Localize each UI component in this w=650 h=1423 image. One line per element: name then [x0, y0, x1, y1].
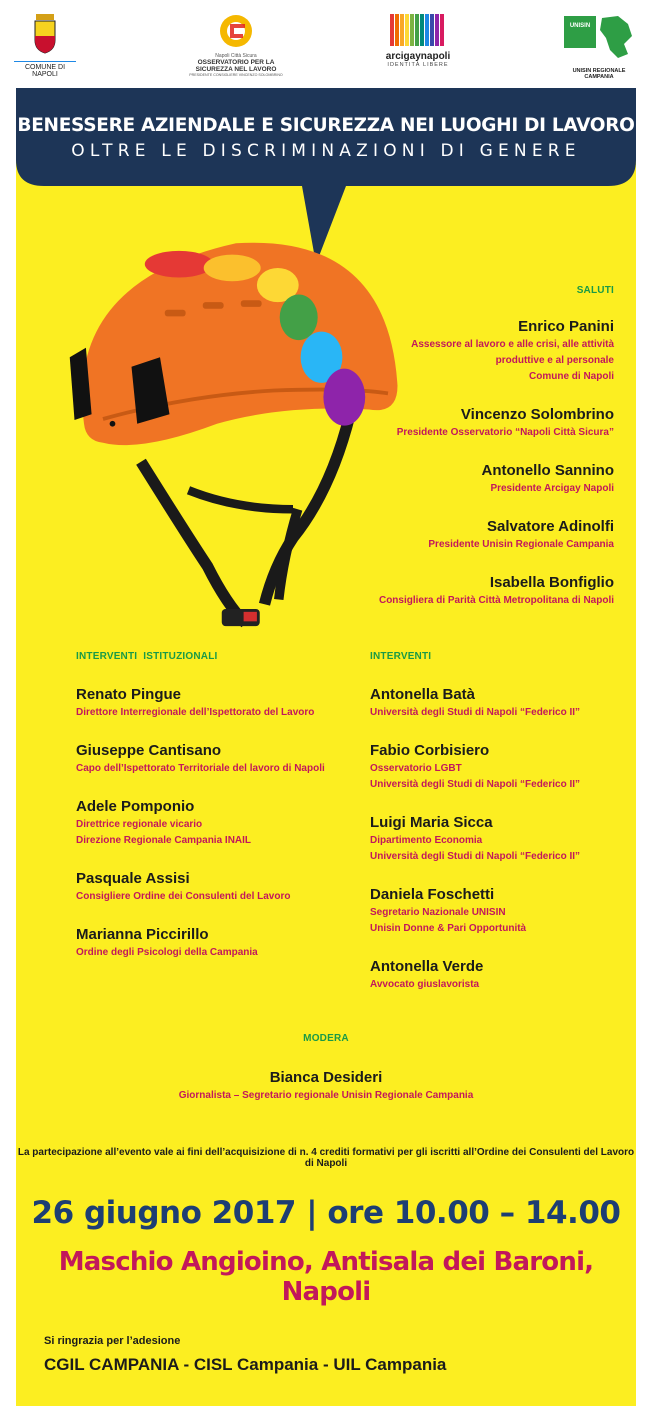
istituzionali-name-4: Pasquale Assisi	[76, 870, 190, 887]
istituzionali-name-1: Renato Pingue	[76, 686, 182, 703]
comune-caption: COMUNE DI NAPOLI	[14, 61, 76, 78]
arcigay-tagline: IDENTITÀ LIBERE	[387, 62, 449, 68]
event-subtitle: OLTRE LE DISCRIMINAZIONI DI GENERE	[71, 141, 581, 161]
interventi-name-3: Luigi Maria Sicca	[370, 814, 493, 831]
istituzionali-role-5a: Ordine degli Psicologi della Campania	[76, 947, 258, 958]
saluti-name-5: Isabella Bonfiglio	[489, 574, 614, 591]
arcigay-napoli-logo	[382, 14, 454, 68]
event-title: BENESSERE AZIENDALE E SICUREZZA NEI LUOGHI DI LAVORO	[17, 115, 635, 136]
modera-heading: MODERA	[303, 1033, 349, 1044]
istituzionali-role-4a: Consigliere Ordine dei Consulenti del Lavoro	[76, 891, 291, 902]
istituzionali-name-2: Giuseppe Cantisano	[76, 742, 222, 759]
thanks-label: Si ringrazia per l’adesione	[44, 1335, 181, 1347]
interventi-role-2b: Università degli Studi di Napoli “Federico II”	[370, 779, 581, 790]
sponsors-list: CGIL CAMPANIA - CISL Campania - UIL Campania	[44, 1355, 447, 1374]
saluti-role-3a: Presidente Arcigay Napoli	[490, 483, 614, 494]
event-date-time: 26 giugno 2017 | ore 10.00 – 14.00	[31, 1195, 621, 1231]
saluti-heading: SALUTI	[576, 285, 614, 296]
unisin-logo	[560, 14, 638, 80]
osservatorio-line2: OSSERVATORIO PER LA	[197, 59, 275, 66]
saluti-role-4a: Presidente Unisin Regionale Campania	[428, 539, 614, 550]
unisin-badge	[564, 16, 596, 48]
saluti-role-5a: Consigliera di Parità Città Metropolitana di Napoli	[378, 595, 614, 606]
interventi-role-2a: Osservatorio LGBT	[370, 763, 462, 774]
osservatorio-logo	[188, 14, 284, 77]
istituzionali-role-2a: Capo dell’Ispettorato Territoriale del lavoro di Napoli	[76, 763, 325, 774]
arcigay-rainbow-bars-icon	[390, 14, 446, 46]
unisin-caption: UNISIN REGIONALE CAMPANIA	[572, 68, 626, 80]
campania-map-icon	[598, 14, 634, 60]
event-location: Maschio Angioino, Antisala dei Baroni, Napoli	[58, 1247, 594, 1307]
osservatorio-line4: PRESIDENTE CONSIGLIERE VINCENZO SOLOMBRINO	[189, 73, 283, 77]
saluti-role-2a: Presidente Osservatorio “Napoli Città Sicura”	[396, 427, 614, 438]
event-poster	[16, 88, 636, 1406]
istituzionali-heading: INTERVENTI ISTITUZIONALI	[76, 651, 218, 662]
interventi-role-1a: Università degli Studi di Napoli “Federico II”	[370, 707, 581, 718]
saluti-name-2: Vincenzo Solombrino	[460, 406, 614, 423]
modera-role: Giornalista – Segretario regionale Unisin Regionale Campania	[178, 1090, 474, 1101]
saluti-role-1a: Assessore al lavoro e alle crisi, alle attività	[411, 339, 614, 350]
saluti-name-4: Salvatore Adinolfi	[487, 518, 614, 535]
napoli-crest-icon	[30, 14, 60, 54]
header-logos	[0, 0, 650, 88]
safety-helmet-illustration	[46, 218, 426, 658]
saluti-name-1: Enrico Panini	[518, 318, 614, 335]
istituzionali-name-3: Adele Pomponio	[76, 798, 195, 815]
istituzionali-name-5: Marianna Piccirillo	[76, 926, 209, 943]
interventi-role-4b: Unisin Donne & Pari Opportunità	[370, 923, 527, 934]
saluti-role-1c: Comune di Napoli	[529, 371, 614, 382]
interventi-name-2: Fabio Corbisiero	[370, 742, 490, 759]
saluti-name-3: Antonello Sannino	[481, 462, 614, 479]
interventi-name-1: Antonella Batà	[370, 686, 476, 703]
interventi-name-4: Daniela Foschetti	[370, 886, 495, 903]
saluti-role-1b: produttive e al personale	[495, 355, 614, 366]
interventi-name-5: Antonella Verde	[370, 958, 484, 975]
interventi-role-5a: Avvocato giuslavorista	[370, 979, 480, 990]
istituzionali-role-3b: Direzione Regionale Campania INAIL	[76, 835, 252, 846]
arcigay-name: arcigaynapoli	[385, 51, 451, 62]
credits-note: La partecipazione all’evento vale ai fini dell’acquisizione di n. 4 crediti formativi per gli iscritti all’Ordine dei Consulenti del Lavoro di Napoli	[17, 1147, 635, 1169]
interventi-role-3b: Università degli Studi di Napoli “Federico II”	[370, 851, 581, 862]
osservatorio-line3: SICUREZZA NEL LAVORO	[195, 66, 277, 73]
modera-name: Bianca Desideri	[269, 1069, 383, 1086]
osservatorio-emblem-icon	[215, 14, 257, 48]
interventi-role-4a: Segretario Nazionale UNISIN	[370, 907, 506, 918]
unisin-badge-text: UNISIN	[569, 23, 591, 29]
interventi-role-3a: Dipartimento Economia	[370, 835, 483, 846]
comune-di-napoli-logo	[14, 14, 76, 78]
osservatorio-line1: Napoli Città Sicura	[215, 53, 257, 59]
interventi-heading: INTERVENTI	[370, 651, 432, 662]
istituzionali-role-3a: Direttrice regionale vicario	[76, 819, 203, 830]
istituzionali-role-1a: Direttore Interregionale dell’Ispettorato del Lavoro	[76, 707, 315, 718]
